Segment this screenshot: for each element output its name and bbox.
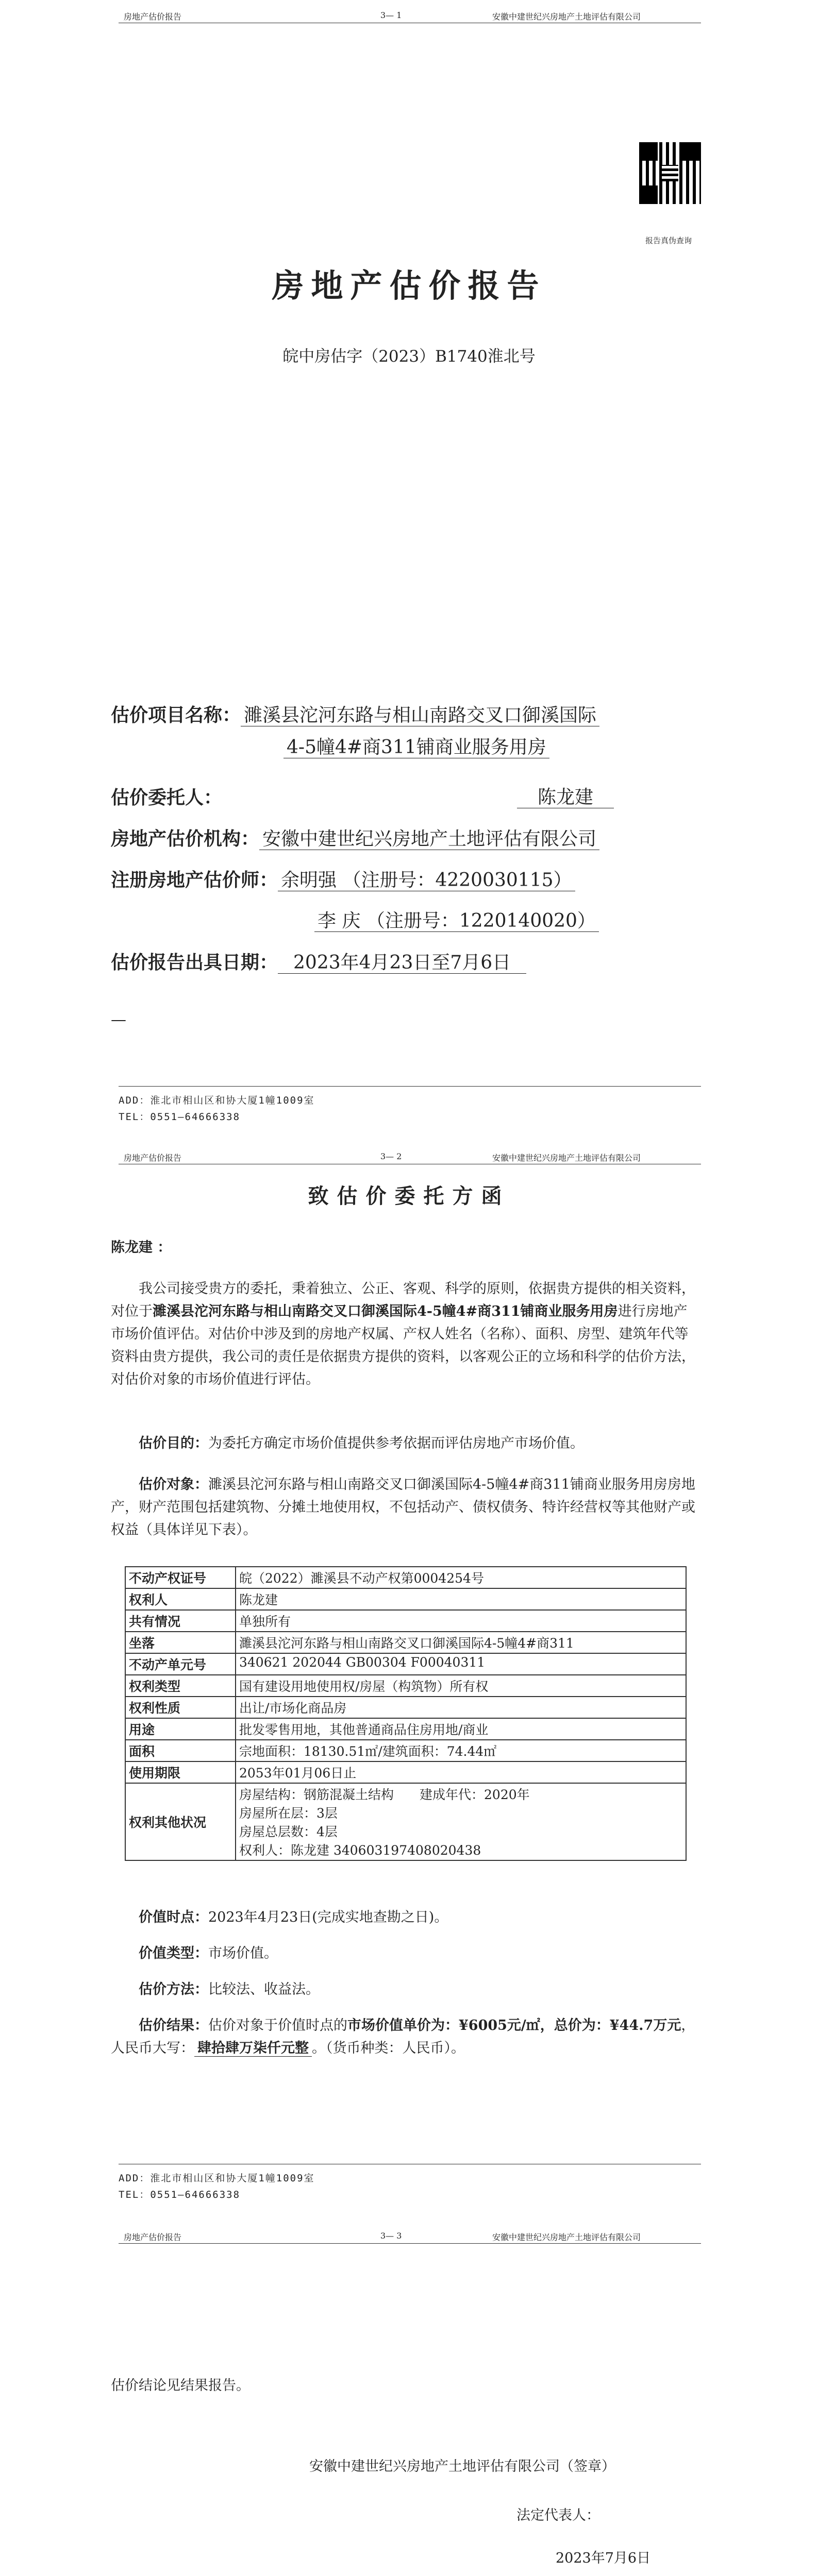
appraiser-2: 李 庆 （注册号：1220140020） <box>314 910 599 932</box>
table-key: 坐落 <box>125 1632 236 1653</box>
table-row <box>125 1761 686 1783</box>
footer-address: ADD：淮北市相山区和协大厦1幢1009室 <box>119 1095 315 1106</box>
agency-name: 安徽中建世纪兴房地产土地评估有限公司 <box>259 828 599 850</box>
table-row <box>125 1697 686 1718</box>
object-label: 估价对象： <box>139 1477 208 1493</box>
method-text: 比较法、收益法。 <box>208 1981 320 1997</box>
result-capital: 肆拾肆万柒仟元整 <box>194 2040 312 2057</box>
report-date: 2023年4月23日至7月6日 <box>278 952 526 974</box>
result-label: 估价结果： <box>139 2018 208 2033</box>
value-date-text: 2023年4月23日(完成实地查勘之日)。 <box>208 1909 448 1925</box>
table-value: 濉溪县沱河东路与相山南路交叉口御溪国际4-5幢4#商311 <box>236 1632 686 1653</box>
table-row-other <box>125 1783 686 1860</box>
header-left: 房地产估价报告 <box>124 1153 182 1163</box>
header-company: 安徽中建世纪兴房地产土地评估有限公司 <box>492 1153 641 1163</box>
purpose-text: 为委托方确定市场价值提供参考依据而评估房地产市场价值。 <box>208 1435 584 1451</box>
table-value: 340621 202044 GB00304 F00040311 <box>236 1653 686 1675</box>
letter-paragraph-1 <box>111 1278 701 1391</box>
table-key: 使用期限 <box>125 1761 236 1783</box>
table-value: 出让/市场化商品房 <box>236 1697 686 1718</box>
table-row <box>125 1610 686 1632</box>
value-type-paragraph <box>111 1942 701 1965</box>
table-row <box>125 1718 686 1740</box>
other-line: 权利人：陈龙建 340603197408020438 <box>239 1843 481 1858</box>
table-value: 陈龙建 <box>236 1588 686 1610</box>
table-value: 皖（2022）濉溪县不动产权第0004254号 <box>236 1567 686 1588</box>
p1-subject: 濉溪县沱河东路与相山南路交叉口御溪国际4-5幢4#商311铺商业服务用房 <box>153 1303 618 1319</box>
page-cover <box>0 0 818 1141</box>
footer-tel: TEL：0551—64666338 <box>119 1111 241 1123</box>
method-label: 估价方法： <box>139 1981 208 1997</box>
table-row <box>125 1588 686 1610</box>
table-row <box>125 1653 686 1675</box>
client-row <box>111 784 222 811</box>
result-a: 估价对象于价值时点的 <box>208 2018 347 2033</box>
result-value: 市场价值单价为：¥6005元/㎡，总价为：¥44.7万元 <box>347 2018 681 2033</box>
table-row <box>125 1567 686 1588</box>
purpose-paragraph <box>111 1432 701 1455</box>
client-wrap <box>517 784 614 811</box>
other-line: 房屋结构：钢筋混凝土结构 建成年代：2020年 <box>239 1787 530 1802</box>
appraiser-label: 注册房地产估价师： <box>111 869 278 891</box>
table-key: 不动产单元号 <box>125 1653 236 1675</box>
header-company: 安徽中建世纪兴房地产土地评估有限公司 <box>492 2232 641 2242</box>
header-page-no: 3— 3 <box>380 2231 402 2241</box>
document-number: 皖中房估字（2023）B1740淮北号 <box>282 347 536 366</box>
header-divider <box>119 2243 701 2244</box>
letter-greeting: 陈龙建 ： <box>111 1240 172 1256</box>
p1-a: 我公司接受贵方的委托，秉着独立、公正、客观、科学的原则，依据贵方提供的相关资料，对位于 <box>111 1281 695 1319</box>
table-value <box>236 1783 686 1860</box>
conclusion-note: 估价结论见结果报告。 <box>111 2378 250 2394</box>
company-seal-line: 安徽中建世纪兴房地产土地评估有限公司（签章） <box>309 2459 615 2475</box>
project-name-row <box>111 702 599 729</box>
appraiser-2-wrap <box>314 908 599 935</box>
property-table <box>125 1566 687 1861</box>
header-page-no: 3— 1 <box>380 10 402 20</box>
page-header <box>0 10 818 23</box>
qr-caption: 报告真伪查询 <box>645 236 692 245</box>
other-line: 房屋总层数：4层 <box>239 1824 338 1839</box>
table-value: 批发零售用地，其他普通商品住房用地/商业 <box>236 1718 686 1740</box>
client-name: 陈龙建 <box>517 787 614 808</box>
header-left: 房地产估价报告 <box>124 12 182 22</box>
agency-label: 房地产估价机构： <box>111 828 260 850</box>
footer <box>119 2170 315 2203</box>
signature-date: 2023年7月6日 <box>556 2550 651 2566</box>
footer-divider <box>119 1086 701 1087</box>
header-page-no: 3— 2 <box>380 1151 402 1161</box>
value-type-label: 价值类型： <box>139 1945 208 1961</box>
method-paragraph <box>111 1978 701 2001</box>
appraiser-1: 余明强 （注册号：4220030115） <box>278 870 575 891</box>
table-value: 2053年01月06日止 <box>236 1761 686 1783</box>
dash-mark: — <box>111 1011 126 1029</box>
footer-tel: TEL：0551—64666338 <box>119 2189 241 2200</box>
result-c: ，人民币大写： <box>111 2018 695 2056</box>
qr-code[interactable] <box>639 142 701 204</box>
table-value: 宗地面积：18130.51㎡/建筑面积：74.44㎡ <box>236 1740 686 1761</box>
letter-title: 致估价委托方函 <box>308 1184 510 1208</box>
purpose-label: 估价目的： <box>139 1435 208 1451</box>
result-paragraph <box>111 2014 701 2060</box>
table-row <box>125 1632 686 1653</box>
object-paragraph <box>111 1473 701 1541</box>
result-e: 。（货币种类：人民币）。 <box>312 2040 465 2056</box>
table-value: 单独所有 <box>236 1610 686 1632</box>
report-title: 房地产估价报告 <box>272 267 546 304</box>
p1-c: 进行房地产市场价值评估。对估价中涉及到的房地产权属、产权人姓名（名称）、面积、房型、建筑年代等资料由贵方提供，我公司的责任是依据贵方提供的资料，以客观公正的立场和科学的估价方法，对估价对象的市场价值进行评估。 <box>111 1303 695 1387</box>
table-key: 用途 <box>125 1718 236 1740</box>
table-key: 不动产权证号 <box>125 1567 236 1588</box>
table-row <box>125 1675 686 1697</box>
other-line: 房屋所在层：3层 <box>239 1806 338 1821</box>
agency-row <box>111 825 599 853</box>
client-label: 估价委托人： <box>111 787 223 808</box>
table-key: 权利性质 <box>125 1697 236 1718</box>
table-key: 面积 <box>125 1740 236 1761</box>
table-key: 权利其他状况 <box>125 1783 236 1860</box>
value-date-paragraph <box>111 1906 701 1929</box>
project-line-1: 濉溪县沱河东路与相山南路交叉口御溪国际 <box>241 705 599 726</box>
header-company: 安徽中建世纪兴房地产土地评估有限公司 <box>492 12 641 22</box>
page-signature <box>0 2221 818 2576</box>
page-header <box>0 1151 818 1164</box>
footer-address: ADD：淮北市相山区和协大厦1幢1009室 <box>119 2173 315 2184</box>
value-type-text: 市场价值。 <box>208 1945 278 1961</box>
appraiser-row <box>111 867 575 894</box>
table-value: 国有建设用地使用权/房屋（构筑物）所有权 <box>236 1675 686 1697</box>
project-line-2-wrap <box>283 734 549 761</box>
date-label: 估价报告出具日期： <box>111 952 278 973</box>
table-key: 权利类型 <box>125 1675 236 1697</box>
project-label: 估价项目名称： <box>111 704 241 726</box>
date-row <box>111 949 526 976</box>
table-row <box>125 1740 686 1761</box>
table-key: 共有情况 <box>125 1610 236 1632</box>
header-left: 房地产估价报告 <box>124 2232 182 2242</box>
footer <box>119 1092 315 1125</box>
object-text: 濉溪县沱河东路与相山南路交叉口御溪国际4-5幢4#商311铺商业服务用房房地产，财产范围包括建筑物、分摊土地使用权，不包括动产、债权债务、特许经营权等其他财产或权益（具体详见下表）。 <box>111 1477 695 1538</box>
table-key: 权利人 <box>125 1588 236 1610</box>
project-line-2: 4-5幢4#商311铺商业服务用房 <box>283 737 549 758</box>
legal-rep-line: 法定代表人： <box>516 2507 600 2523</box>
page-header <box>0 2231 818 2243</box>
value-date-label: 价值时点： <box>139 1909 208 1925</box>
